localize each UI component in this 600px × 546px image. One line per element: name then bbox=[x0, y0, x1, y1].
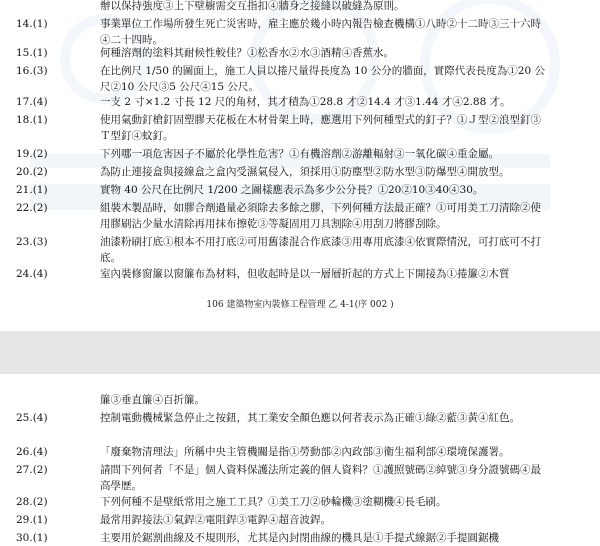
question-text: 請問下列何者「不是」個人資料保護法所定義的個人資料？①護照號碼②綽號③身分證號碼④最高學歷。 bbox=[100, 464, 541, 492]
question-number: 27.(2) bbox=[16, 464, 48, 476]
question-number: 16.(3) bbox=[16, 65, 48, 77]
question-text: 室內裝修窗簾以窗簾布為材料，但收起時是以一層層折起的方式上下開接為①捲簾②木質 bbox=[100, 268, 510, 280]
question-number: 28.(2) bbox=[16, 496, 48, 508]
continuation-line: 簾③垂直簾④百折簾。 bbox=[100, 394, 205, 406]
question-number: 18.(1) bbox=[16, 114, 48, 126]
question-number: 29.(1) bbox=[16, 514, 48, 526]
question-text: 下列哪一項危害因子不屬於化學性危害？①有機溶劑②游離輻射③一氧化碳④重金屬。 bbox=[100, 148, 499, 160]
question-text: 事業單位工作場所發生死亡災害時，雇主應於幾小時內報告檢查機構①八時②十二時③三十六時④二十四時。 bbox=[100, 18, 541, 46]
question-text: 實物 40 公尺在比例尺 1/200 之圖樣應表示為多少公分長？①20②10③40④30。 bbox=[100, 184, 484, 196]
question-text: 為防止連接盒與接線盒之盒內受濕氣侵入，須採用①防塵型②防水型③防爆型④開放型。 bbox=[100, 166, 510, 178]
question-text: 「廢棄物清理法」所稱中央主管機關是指①勞動部②內政部③衛生福利部④環境保護署。 bbox=[100, 446, 510, 458]
question-text: 組裝木製品時，如膠合劑過量必須除去多餘之膠，下列何種方法最正確？①可用美工刀清除②使用膠刷沾少量水清除再用抹布擦乾③等凝固用刀具割除④用刮刀將膠刮除。 bbox=[100, 202, 541, 230]
question-number: 15.(1) bbox=[16, 47, 48, 59]
question-number: 21.(1) bbox=[16, 184, 48, 196]
question-text: 最常用銲接法①氣銲②電阻銲③電銲④超音波銲。 bbox=[100, 514, 331, 526]
question-text: 油漆粉刷打底①根本不用打底②可用舊漆混合作底漆③用專用底漆④依實際情況，可打底可不打底。 bbox=[100, 236, 541, 264]
question-number: 25.(4) bbox=[16, 412, 48, 424]
question-text: 在比例尺 1/50 的圖面上，施工人員以捲尺量得長度為 10 公分的牆面，實際代表長度為①20 公尺②10 公尺③5 公尺④15 公尺。 bbox=[100, 65, 545, 93]
exam-page-2 bbox=[0, 374, 600, 546]
question-text: 下列何種不是壁紙常用之施工工具？①美工刀②砂輪機③塗糊機④長毛刷。 bbox=[100, 496, 447, 508]
question-text: 控制電動機械緊急停止之按鈕，其工業安全顏色應以何者表示為正確①綠②藍③黃④紅色。 bbox=[100, 412, 520, 424]
question-number: 20.(2) bbox=[16, 166, 48, 178]
question-number: 19.(2) bbox=[16, 148, 48, 160]
question-text: 一支 2 寸×1.2 寸長 12 尺的角材，其才積為①28.8 才②14.4 才③1.44 才④2.88 才。 bbox=[100, 96, 511, 108]
question-number: 30.(1) bbox=[16, 532, 48, 544]
question-number: 23.(3) bbox=[16, 236, 48, 248]
page-footer: 106 建築物室內裝修工程管理 乙 4-1(序 002 ) bbox=[206, 300, 394, 310]
question-text: 主要用於鋸割曲線及不規則形，尤其是內封閉曲線的機具是①手提式線鋸②手提圓鋸機 bbox=[100, 532, 499, 544]
question-number: 14.(1) bbox=[16, 18, 48, 30]
question-text: 使用氣動釘槍釘固塑膠天花板在木材骨架上時，應選用下列何種型式的釘子？①Ｊ型②浪型釘③Ｔ型釘④蚊釘。 bbox=[100, 114, 541, 142]
question-number: 22.(2) bbox=[16, 202, 48, 214]
question-number: 26.(4) bbox=[16, 446, 48, 458]
question-number: 17.(4) bbox=[16, 96, 48, 108]
question-number: 24.(4) bbox=[16, 268, 48, 280]
partial-line: 辦以保持強度③上下壁櫥需交互指扣④牆身之接縫以破縫為原則。 bbox=[100, 0, 405, 12]
question-text: 何種溶劑的塗料其耐候性較佳？①松香水②水③酒精④香蕉水。 bbox=[100, 47, 394, 59]
